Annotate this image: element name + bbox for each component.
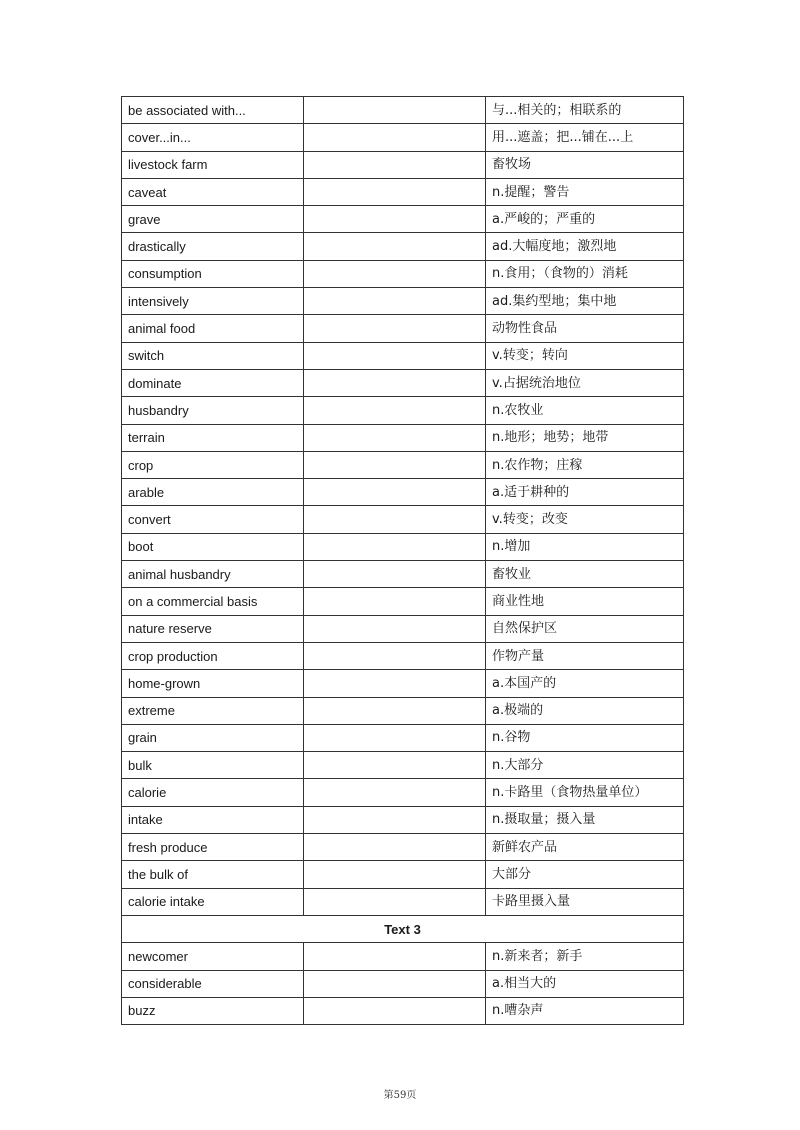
- table-row: [122, 943, 684, 970]
- table-row: [122, 533, 684, 560]
- chinese-meaning: ad.大幅度地；激烈地: [486, 233, 684, 260]
- english-term: the bulk of: [122, 861, 304, 888]
- english-term: terrain: [122, 424, 304, 451]
- vocabulary-table-body: [122, 97, 684, 1025]
- chinese-meaning: 大部分: [486, 861, 684, 888]
- table-row: [122, 342, 684, 369]
- table-row: [122, 697, 684, 724]
- english-term: dominate: [122, 369, 304, 396]
- table-row: [122, 397, 684, 424]
- english-term: home-grown: [122, 670, 304, 697]
- blank-cell: [304, 697, 486, 724]
- chinese-meaning: 用...遮盖；把...铺在...上: [486, 124, 684, 151]
- chinese-meaning: 卡路里摄入量: [486, 888, 684, 915]
- english-term: be associated with...: [122, 97, 304, 124]
- blank-cell: [304, 642, 486, 669]
- table-row: [122, 806, 684, 833]
- blank-cell: [304, 315, 486, 342]
- table-row: [122, 588, 684, 615]
- table-row: [122, 561, 684, 588]
- table-row: [122, 288, 684, 315]
- chinese-meaning: ad.集约型地；集中地: [486, 288, 684, 315]
- table-row: [122, 124, 684, 151]
- english-term: cover...in...: [122, 124, 304, 151]
- table-row: [122, 233, 684, 260]
- table-row: [122, 834, 684, 861]
- blank-cell: [304, 970, 486, 997]
- chinese-meaning: n.增加: [486, 533, 684, 560]
- english-term: crop: [122, 451, 304, 478]
- chinese-meaning: v.转变；改变: [486, 506, 684, 533]
- table-row: [122, 724, 684, 751]
- chinese-meaning: 自然保护区: [486, 615, 684, 642]
- chinese-meaning: n.谷物: [486, 724, 684, 751]
- blank-cell: [304, 97, 486, 124]
- chinese-meaning: n.提醒；警告: [486, 178, 684, 205]
- table-row: [122, 997, 684, 1024]
- blank-cell: [304, 888, 486, 915]
- blank-cell: [304, 561, 486, 588]
- english-term: animal food: [122, 315, 304, 342]
- table-row: [122, 752, 684, 779]
- blank-cell: [304, 206, 486, 233]
- english-term: considerable: [122, 970, 304, 997]
- blank-cell: [304, 861, 486, 888]
- table-row: [122, 97, 684, 124]
- english-term: arable: [122, 479, 304, 506]
- chinese-meaning: v.转变；转向: [486, 342, 684, 369]
- english-term: convert: [122, 506, 304, 533]
- blank-cell: [304, 124, 486, 151]
- table-row: [122, 861, 684, 888]
- table-row: [122, 615, 684, 642]
- chinese-meaning: n.食用；（食物的）消耗: [486, 260, 684, 287]
- chinese-meaning: n.卡路里（食物热量单位）: [486, 779, 684, 806]
- blank-cell: [304, 670, 486, 697]
- english-term: caveat: [122, 178, 304, 205]
- section-header-row: [122, 915, 684, 942]
- vocabulary-table: [121, 96, 684, 1025]
- chinese-meaning: a.相当大的: [486, 970, 684, 997]
- blank-cell: [304, 752, 486, 779]
- table-row: [122, 178, 684, 205]
- english-term: extreme: [122, 697, 304, 724]
- blank-cell: [304, 834, 486, 861]
- blank-cell: [304, 424, 486, 451]
- english-term: livestock farm: [122, 151, 304, 178]
- english-term: crop production: [122, 642, 304, 669]
- blank-cell: [304, 260, 486, 287]
- table-row: [122, 642, 684, 669]
- blank-cell: [304, 615, 486, 642]
- english-term: boot: [122, 533, 304, 560]
- english-term: intensively: [122, 288, 304, 315]
- blank-cell: [304, 479, 486, 506]
- table-row: [122, 779, 684, 806]
- chinese-meaning: a.严峻的；严重的: [486, 206, 684, 233]
- blank-cell: [304, 451, 486, 478]
- blank-cell: [304, 369, 486, 396]
- blank-cell: [304, 397, 486, 424]
- blank-cell: [304, 151, 486, 178]
- english-term: on a commercial basis: [122, 588, 304, 615]
- table-row: [122, 206, 684, 233]
- english-term: drastically: [122, 233, 304, 260]
- chinese-meaning: a.极端的: [486, 697, 684, 724]
- table-row: [122, 451, 684, 478]
- chinese-meaning: 与...相关的；相联系的: [486, 97, 684, 124]
- english-term: nature reserve: [122, 615, 304, 642]
- blank-cell: [304, 288, 486, 315]
- blank-cell: [304, 233, 486, 260]
- chinese-meaning: n.地形；地势；地带: [486, 424, 684, 451]
- english-term: grain: [122, 724, 304, 751]
- table-row: [122, 424, 684, 451]
- english-term: animal husbandry: [122, 561, 304, 588]
- blank-cell: [304, 178, 486, 205]
- table-row: [122, 260, 684, 287]
- page-number: 第59页: [383, 1090, 417, 1101]
- chinese-meaning: n.农作物；庄稼: [486, 451, 684, 478]
- table-row: [122, 506, 684, 533]
- chinese-meaning: 畜牧业: [486, 561, 684, 588]
- chinese-meaning: 作物产量: [486, 642, 684, 669]
- blank-cell: [304, 806, 486, 833]
- blank-cell: [304, 506, 486, 533]
- table-row: [122, 369, 684, 396]
- chinese-meaning: 新鲜农产品: [486, 834, 684, 861]
- chinese-meaning: n.农牧业: [486, 397, 684, 424]
- chinese-meaning: n.嘈杂声: [486, 997, 684, 1024]
- blank-cell: [304, 588, 486, 615]
- table-row: [122, 151, 684, 178]
- chinese-meaning: v.占据统治地位: [486, 369, 684, 396]
- table-row: [122, 670, 684, 697]
- blank-cell: [304, 943, 486, 970]
- chinese-meaning: 商业性地: [486, 588, 684, 615]
- english-term: husbandry: [122, 397, 304, 424]
- section-title: Text 3: [122, 915, 684, 942]
- blank-cell: [304, 997, 486, 1024]
- english-term: calorie: [122, 779, 304, 806]
- chinese-meaning: n.新来者；新手: [486, 943, 684, 970]
- chinese-meaning: a.本国产的: [486, 670, 684, 697]
- table-row: [122, 970, 684, 997]
- english-term: intake: [122, 806, 304, 833]
- blank-cell: [304, 342, 486, 369]
- english-term: switch: [122, 342, 304, 369]
- chinese-meaning: n.摄取量；摄入量: [486, 806, 684, 833]
- english-term: buzz: [122, 997, 304, 1024]
- english-term: calorie intake: [122, 888, 304, 915]
- english-term: grave: [122, 206, 304, 233]
- chinese-meaning: 动物性食品: [486, 315, 684, 342]
- blank-cell: [304, 724, 486, 751]
- chinese-meaning: 畜牧场: [486, 151, 684, 178]
- table-row: [122, 479, 684, 506]
- table-row: [122, 315, 684, 342]
- blank-cell: [304, 779, 486, 806]
- chinese-meaning: a.适于耕种的: [486, 479, 684, 506]
- english-term: bulk: [122, 752, 304, 779]
- english-term: consumption: [122, 260, 304, 287]
- english-term: newcomer: [122, 943, 304, 970]
- table-row: [122, 888, 684, 915]
- chinese-meaning: n.大部分: [486, 752, 684, 779]
- english-term: fresh produce: [122, 834, 304, 861]
- blank-cell: [304, 533, 486, 560]
